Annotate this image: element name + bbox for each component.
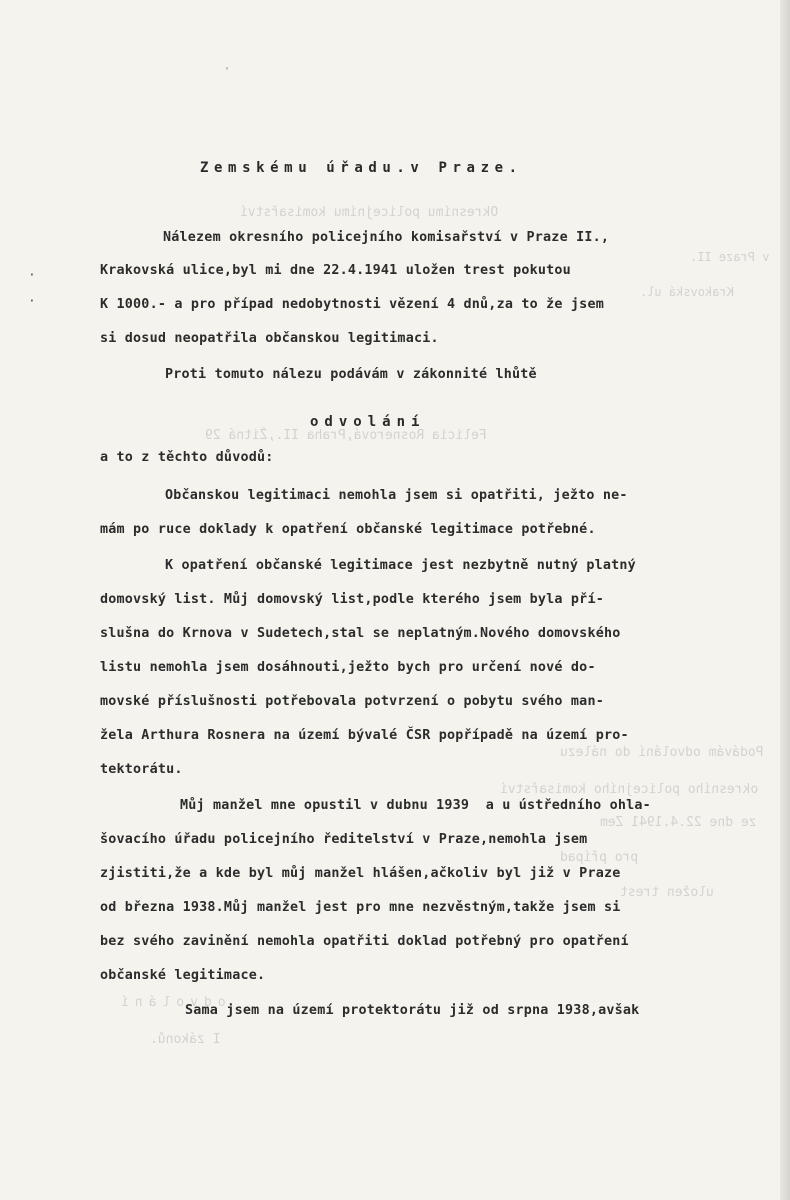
text-line: movské příslušnosti potřebovala potvrzení o pobytu svého man- [100,694,604,709]
text-line: Proti tomuto nálezu podávám v zákonnité lhůtě [165,367,537,382]
text-line: šovacího úřadu policejního ředitelství v Praze,nemohla jsem [100,832,588,847]
bleed-through-text: pro případ [560,850,639,865]
text-line: Můj manžel mne opustil v dubnu 1939 a u ústředního ohla- [180,798,651,813]
bleed-through-text: uložen trest [620,885,714,900]
text-line: Sama jsem na území protektorátu již od srpna 1938,avšak [185,1003,640,1018]
bleed-through-text: okresního policejního komisařství [500,782,759,797]
text-line: si dosud neopatřila občanskou legitimaci. [100,331,439,346]
text-line: K opatření občanské legitimace jest nezbytně nutný platný [165,558,636,573]
text-line: od března 1938.Můj manžel jest pro mne nezvěstným,takže jsem si [100,900,621,915]
text-line: slušna do Krnova v Sudetech,stal se neplatným.Nového domovského [100,626,621,641]
section-heading: odvolání [310,414,426,430]
text-line: mám po ruce doklady k opatření občanské legitimace potřebné. [100,522,596,537]
bleed-through-text: v Praze II. [690,250,770,264]
bleed-through-text: Podávám odvolání do nálezu [560,745,764,760]
margin-dot: · [28,294,36,309]
text-line: Občanskou legitimaci nemohla jsem si opatřiti, ježto ne- [165,488,628,503]
text-line: bez svého zavinění nemohla opatřiti doklad potřebný pro opatření [100,934,629,949]
bleed-through-text: I zákonů. [150,1032,221,1047]
bleed-through-text: Felicia Rosnerová,Praha II.,Žitná 29 [205,428,487,443]
bleed-through-text: Okresnímu policejnímu komisařství [240,205,499,220]
document-title: Zemskému úřadu.v Praze. [200,160,523,176]
margin-dot: · [28,268,36,283]
margin-tick: ' [224,66,231,77]
text-line: zjistiti,že a kde byl můj manžel hlášen,ačkoliv byl již v Praze [100,866,621,881]
text-line: a to z těchto důvodů: [100,450,274,465]
text-line: občanské legitimace. [100,968,266,983]
bleed-through-text: odvolání [115,995,226,1010]
text-line: Krakovská ulice,byl mi dne 22.4.1941 uložen trest pokutou [100,263,571,278]
text-line: K 1000.- a pro případ nedobytnosti vězení 4 dnů,za to že jsem [100,297,604,312]
text-line: Nálezem okresního policejního komisařství v Praze II., [163,230,610,245]
text-line: domovský list. Můj domovský list,podle kterého jsem byla pří- [100,592,604,607]
text-line: tektorátu. [100,762,183,777]
text-line: listu nemohla jsem dosáhnouti,ježto bych pro určení nové do- [100,660,596,675]
text-line: žela Arthura Rosnera na území bývalé ČSR popřípadě na území pro- [100,728,629,743]
bleed-through-text: Krakovská ul. [640,285,734,299]
bleed-through-text: ze dne 22.4.1941 Zem [600,815,757,830]
page-edge-shadow [780,0,790,1200]
